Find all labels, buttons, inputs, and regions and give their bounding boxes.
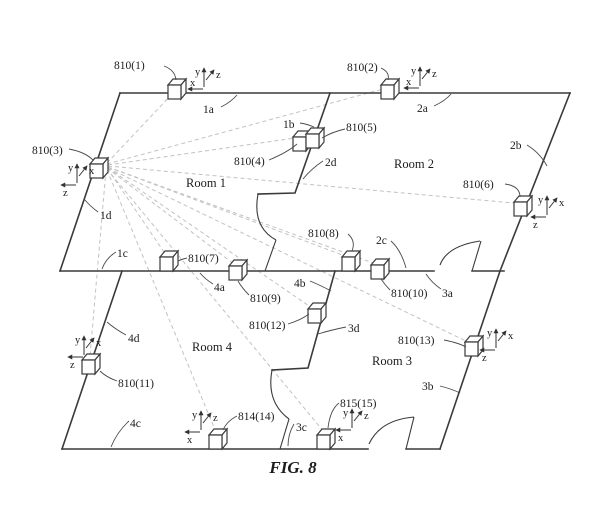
y-axis-label: y — [192, 410, 198, 421]
device-810-2-cube — [381, 79, 399, 99]
wall-4d-label: 4d — [128, 333, 140, 345]
room-4-label: Room 4 — [192, 340, 232, 354]
device-810-1-cube — [168, 79, 186, 99]
z-axis-label: z — [432, 69, 437, 80]
device-810-11-cube — [82, 354, 100, 374]
room-3-label: Room 3 — [372, 354, 412, 368]
wall-4c-label: 4c — [130, 418, 141, 430]
x-axis-label: x — [190, 78, 196, 89]
wall-4a-label: 4a — [214, 282, 225, 294]
device-810-6-cube — [514, 196, 532, 216]
wall-1a-label: 1a — [203, 104, 214, 116]
device-810-10-cube — [371, 259, 389, 279]
x-axis-label: x — [187, 435, 193, 446]
y-axis-label: y — [195, 67, 201, 78]
z-axis-label: z — [216, 70, 221, 81]
wall-1d-label: 1d — [100, 210, 112, 222]
wall-2b-label: 2b — [510, 140, 522, 152]
x-axis-label: x — [406, 77, 412, 88]
device-810-1-label: 810(1) — [114, 60, 145, 72]
y-axis-label: y — [538, 195, 544, 206]
y-axis-label: y — [75, 335, 81, 346]
wall-2a-label: 2a — [417, 103, 428, 115]
wall-3c-label: 3c — [296, 422, 307, 434]
wall-2c-label: 2c — [376, 235, 387, 247]
x-axis-label: x — [96, 338, 102, 349]
device-815-15-label: 815(15) — [340, 398, 377, 410]
device-810-12-cube — [308, 303, 326, 323]
wall-4b-label: 4b — [294, 278, 306, 290]
device-810-13-label: 810(13) — [398, 335, 435, 347]
device-810-13-cube — [465, 336, 483, 356]
device-810-9-label: 810(9) — [250, 293, 281, 305]
wall-2d-label: 2d — [325, 157, 337, 169]
device-810-12-label: 810(12) — [249, 320, 286, 332]
device-810-3-label: 810(3) — [32, 145, 63, 157]
y-axis-label: y — [343, 408, 349, 419]
room-1-label: Room 1 — [186, 176, 226, 190]
device-814-14-label: 814(14) — [238, 411, 275, 423]
wall-1b-label: 1b — [283, 119, 295, 131]
device-810-9-cube — [229, 260, 247, 280]
z-axis-label: z — [63, 188, 68, 199]
x-axis-label: x — [559, 198, 565, 209]
z-axis-label: z — [482, 353, 487, 364]
device-815-15-cube — [317, 429, 335, 449]
room-2-label: Room 2 — [394, 157, 434, 171]
z-axis-label: z — [364, 411, 369, 422]
figure-caption: FIG. 8 — [269, 458, 317, 477]
device-810-8-label: 810(8) — [308, 228, 339, 240]
x-axis-label: x — [338, 433, 344, 444]
wall-3b-label: 3b — [422, 381, 434, 393]
device-810-5-label: 810(5) — [346, 122, 377, 134]
x-axis-label: x — [89, 166, 95, 177]
device-810-11-label: 810(11) — [118, 378, 154, 390]
x-axis-label: x — [508, 331, 514, 342]
device-810-6-label: 810(6) — [463, 179, 494, 191]
device-810-4-label: 810(4) — [234, 156, 265, 168]
wall-3a-label: 3a — [442, 288, 453, 300]
device-810-7-label: 810(7) — [188, 253, 219, 265]
z-axis-label: z — [213, 413, 218, 424]
z-axis-label: z — [70, 360, 75, 371]
wall-3d-label: 3d — [348, 323, 360, 335]
y-axis-label: y — [487, 328, 493, 339]
device-810-5-cube — [306, 128, 324, 148]
device-810-7-cube — [160, 251, 178, 271]
device-814-14-cube — [209, 429, 227, 449]
device-810-10-label: 810(10) — [391, 288, 428, 300]
y-axis-label: y — [68, 163, 74, 174]
y-axis-label: y — [411, 66, 417, 77]
z-axis-label: z — [533, 220, 538, 231]
wall-1c-label: 1c — [117, 248, 128, 260]
device-810-8-cube — [342, 251, 360, 271]
device-810-2-label: 810(2) — [347, 62, 378, 74]
